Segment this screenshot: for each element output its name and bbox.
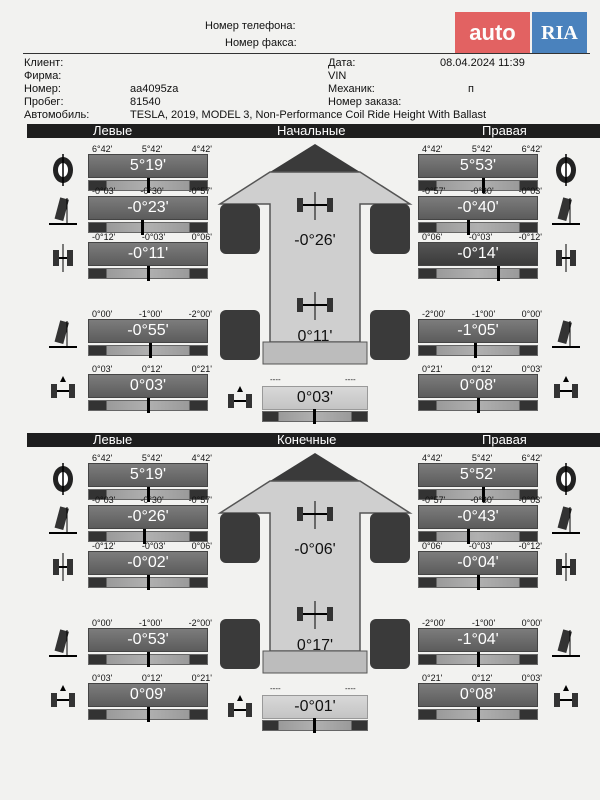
gauge-marker <box>147 398 150 413</box>
gauge-marker <box>474 343 477 358</box>
gauge-marker <box>477 575 480 590</box>
mileage-label: Пробег: <box>24 96 64 108</box>
right-camber-scale <box>422 453 542 463</box>
scale-label: -0°30' <box>470 495 494 505</box>
scale-label: 6°42' <box>92 144 113 154</box>
mechanic-value: п <box>468 83 474 95</box>
scale-label: 0°03' <box>92 673 113 683</box>
left-sai-icon <box>45 628 81 660</box>
scale-label: 4°42' <box>191 144 212 154</box>
right-toe-icon <box>548 242 584 274</box>
scale-label: -0°03' <box>468 541 493 551</box>
client-label: Клиент: <box>24 57 64 69</box>
scale-label: 4°42' <box>422 144 443 154</box>
left-toe-scale <box>92 541 212 551</box>
watermark-auto: auto <box>455 12 530 54</box>
scale-label: 0°21' <box>191 364 212 374</box>
left-sai-scale <box>92 309 212 319</box>
scale-label: -0°30' <box>140 186 164 196</box>
scale-label: 5°42' <box>471 453 493 463</box>
right-sai-value: -1°04' <box>418 628 538 652</box>
left-caster-value: -0°26' <box>88 505 208 529</box>
right-sai-gauge <box>418 654 538 665</box>
rear-total-toe: 0°17' <box>296 637 334 654</box>
autoria-watermark <box>455 12 587 54</box>
left-setback-gauge <box>88 400 208 411</box>
left-setback-value: 0°09' <box>88 683 208 707</box>
right-setback-scale <box>422 673 542 683</box>
right-caster-scale <box>422 186 542 196</box>
scale-label: 4°42' <box>422 453 443 463</box>
scale-label: 0°21' <box>422 364 443 374</box>
section-title: Начальные <box>277 123 346 138</box>
scale-label: 0°00' <box>92 309 113 319</box>
left-toe-scale <box>92 232 212 242</box>
front-total-toe: -0°26' <box>294 232 336 249</box>
scale-label: -0°03' <box>518 495 542 505</box>
right-caster-scale <box>422 495 542 505</box>
scale-label: -0°03' <box>141 541 166 551</box>
left-toe-icon <box>45 551 81 583</box>
final-section <box>0 433 600 743</box>
scale-label: -0°12' <box>92 541 116 551</box>
mechanic-label: Механик: <box>328 83 375 95</box>
right-toe-icon <box>548 551 584 583</box>
fax-label: Номер факса: <box>225 37 297 49</box>
scale-label: 0°12' <box>141 364 163 374</box>
right-toe-scale <box>422 541 542 551</box>
thrust-scale-right: ---- <box>345 375 356 384</box>
thrust-scale-right: ---- <box>345 684 356 693</box>
right-caster-icon <box>548 505 584 537</box>
left-toe-value: -0°11' <box>88 242 208 266</box>
scale-label: -0°30' <box>140 495 164 505</box>
right-setback-value: 0°08' <box>418 683 538 707</box>
right-toe-value: -0°04' <box>418 551 538 575</box>
right-sai-gauge <box>418 345 538 356</box>
scale-label: 0°12' <box>471 673 493 683</box>
right-toe-scale <box>422 232 542 242</box>
front-total-toe: -0°06' <box>294 541 336 558</box>
right-setback-scale <box>422 364 542 374</box>
order-label: Номер заказа: <box>328 96 402 108</box>
right-camber-icon <box>548 154 584 186</box>
left-caster-icon <box>45 505 81 537</box>
scale-label: 0°06' <box>422 541 443 551</box>
left-setback-scale <box>92 673 212 683</box>
left-setback-icon <box>45 683 81 715</box>
scale-label: -1°00' <box>138 618 163 628</box>
left-camber-scale <box>92 453 212 463</box>
scale-label: 0°12' <box>141 673 163 683</box>
left-camber-scale <box>92 144 212 154</box>
right-camber-value: 5°53' <box>418 154 538 178</box>
phone-label: Номер телефона: <box>205 20 296 32</box>
scale-label: -2°00' <box>188 618 212 628</box>
gauge-marker <box>477 707 480 722</box>
left-camber-icon <box>45 463 81 495</box>
scale-label: 5°42' <box>141 453 163 463</box>
thrust-angle-icon <box>222 384 258 416</box>
right-sai-icon <box>548 628 584 660</box>
thrust-scale-left: ---- <box>270 375 281 384</box>
scale-label: 0°03' <box>521 673 542 683</box>
date-label: Дата: <box>328 57 356 69</box>
right-camber-value: 5°52' <box>418 463 538 487</box>
section-banner <box>27 124 600 138</box>
firm-label: Фирма: <box>24 70 62 82</box>
gauge-marker <box>147 652 150 667</box>
scale-label: -0°57' <box>422 495 446 505</box>
scale-label: -0°03' <box>518 186 542 196</box>
scale-label: -0°03' <box>92 186 116 196</box>
left-toe-gauge <box>88 268 208 279</box>
scale-label: -0°12' <box>518 541 542 551</box>
gauge-marker <box>477 398 480 413</box>
initial-section <box>0 124 600 434</box>
gauge-marker <box>313 718 316 733</box>
scale-label: -0°03' <box>92 495 116 505</box>
scale-label: 0°21' <box>191 673 212 683</box>
thrust-angle-icon <box>222 693 258 725</box>
right-camber-scale <box>422 144 542 154</box>
left-toe-value: -0°02' <box>88 551 208 575</box>
left-sai-icon <box>45 319 81 351</box>
gauge-marker <box>313 409 316 424</box>
right-camber-icon <box>548 463 584 495</box>
scale-label: -0°12' <box>92 232 116 242</box>
left-toe-icon <box>45 242 81 274</box>
right-toe-gauge <box>418 577 538 588</box>
right-setback-icon <box>548 683 584 715</box>
scale-label: -0°57' <box>188 495 212 505</box>
thrust-angle-gauge <box>262 411 368 422</box>
section-banner <box>27 433 600 447</box>
left-setback-gauge <box>88 709 208 720</box>
left-setback-icon <box>45 374 81 406</box>
left-camber-value: 5°19' <box>88 154 208 178</box>
mileage-value: 81540 <box>130 96 161 108</box>
thrust-angle-gauge <box>262 720 368 731</box>
left-sai-value: -0°55' <box>88 319 208 343</box>
left-sai-gauge <box>88 654 208 665</box>
scale-label: 0°21' <box>422 673 443 683</box>
left-side-title: Левые <box>93 432 133 447</box>
scale-label: 5°42' <box>471 144 493 154</box>
header-divider <box>23 53 590 54</box>
scale-label: -0°57' <box>422 186 446 196</box>
number-value: aa4095za <box>130 83 179 95</box>
scale-label: -1°00' <box>471 309 496 319</box>
left-sai-scale <box>92 618 212 628</box>
right-setback-icon <box>548 374 584 406</box>
gauge-marker <box>149 343 152 358</box>
scale-label: 5°42' <box>141 144 163 154</box>
left-sai-value: -0°53' <box>88 628 208 652</box>
left-caster-icon <box>45 196 81 228</box>
scale-label: 0°06' <box>191 541 212 551</box>
right-sai-scale <box>422 618 542 628</box>
scale-label: -1°00' <box>138 309 163 319</box>
scale-label: 0°06' <box>191 232 212 242</box>
left-toe-gauge <box>88 577 208 588</box>
left-caster-value: -0°23' <box>88 196 208 220</box>
right-setback-value: 0°08' <box>418 374 538 398</box>
scale-label: -0°57' <box>188 186 212 196</box>
left-side-title: Левые <box>93 123 133 138</box>
scale-label: -0°12' <box>518 232 542 242</box>
watermark-ria: RIA <box>532 12 587 54</box>
right-side-title: Правая <box>482 432 527 447</box>
scale-label: -0°30' <box>470 186 494 196</box>
left-setback-value: 0°03' <box>88 374 208 398</box>
right-sai-scale <box>422 309 542 319</box>
scale-label: -0°03' <box>141 232 166 242</box>
car-label: Автомобиль: <box>24 109 90 121</box>
thrust-angle-value: 0°03' <box>262 386 368 410</box>
date-value: 08.04.2024 11:39 <box>440 57 525 69</box>
right-caster-icon <box>548 196 584 228</box>
right-setback-gauge <box>418 400 538 411</box>
right-setback-gauge <box>418 709 538 720</box>
scale-label: 6°42' <box>521 144 542 154</box>
scale-label: 0°12' <box>471 364 493 374</box>
gauge-marker <box>147 575 150 590</box>
right-side-title: Правая <box>482 123 527 138</box>
left-camber-value: 5°19' <box>88 463 208 487</box>
gauge-marker <box>147 707 150 722</box>
left-caster-scale <box>92 186 212 196</box>
right-caster-value: -0°43' <box>418 505 538 529</box>
scale-label: 0°06' <box>422 232 443 242</box>
gauge-marker <box>147 266 150 281</box>
thrust-angle-value: -0°01' <box>262 695 368 719</box>
right-toe-value: -0°14' <box>418 242 538 266</box>
scale-label: 6°42' <box>521 453 542 463</box>
scale-label: 6°42' <box>92 453 113 463</box>
left-camber-icon <box>45 154 81 186</box>
right-sai-icon <box>548 319 584 351</box>
thrust-scale-left: ---- <box>270 684 281 693</box>
car-value: TESLA, 2019, MODEL 3, Non-Performance Coil Ride Height With Ballast <box>130 109 487 121</box>
scale-label: -2°00' <box>188 309 212 319</box>
gauge-marker <box>477 652 480 667</box>
left-setback-scale <box>92 364 212 374</box>
left-sai-gauge <box>88 345 208 356</box>
scale-label: 0°03' <box>521 364 542 374</box>
scale-label: 0°03' <box>92 364 113 374</box>
gauge-marker <box>497 266 500 281</box>
scale-label: 0°00' <box>521 309 542 319</box>
right-sai-value: -1°05' <box>418 319 538 343</box>
scale-label: 0°00' <box>92 618 113 628</box>
number-label: Номер: <box>24 83 61 95</box>
scale-label: 4°42' <box>191 453 212 463</box>
scale-label: 0°00' <box>521 618 542 628</box>
scale-label: -0°03' <box>468 232 493 242</box>
rear-total-toe: 0°11' <box>297 328 333 345</box>
section-title: Конечные <box>277 432 337 447</box>
vin-label: VIN <box>328 70 347 82</box>
scale-label: -1°00' <box>471 618 496 628</box>
left-caster-scale <box>92 495 212 505</box>
scale-label: -2°00' <box>422 618 446 628</box>
scale-label: -2°00' <box>422 309 446 319</box>
right-toe-gauge <box>418 268 538 279</box>
right-caster-value: -0°40' <box>418 196 538 220</box>
